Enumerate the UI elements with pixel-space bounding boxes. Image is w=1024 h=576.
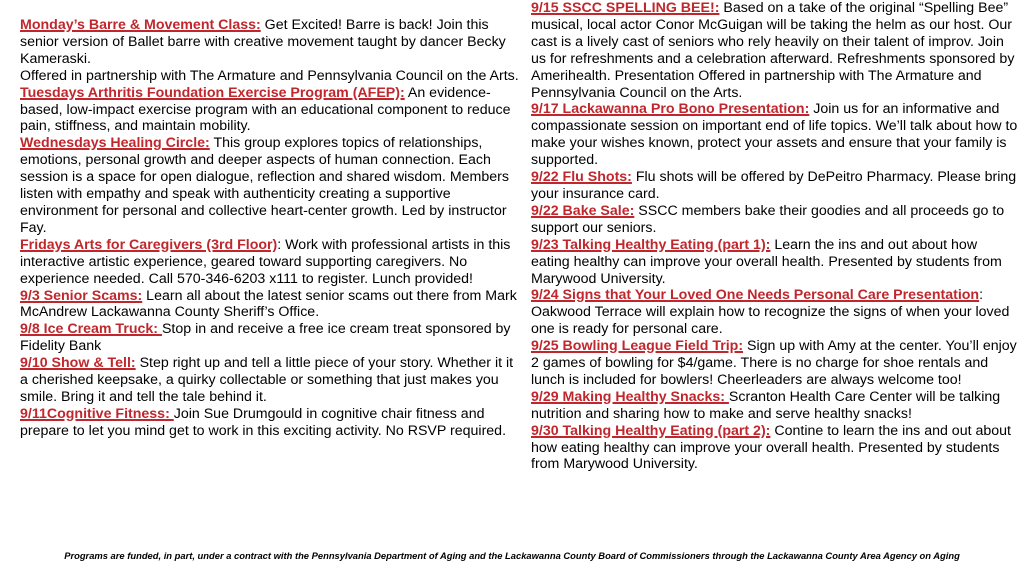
program-description: Flu shots will be offered by DePeitro Pharmacy. Please bring your insurance card. <box>531 169 1017 202</box>
program-item-bowling <box>531 338 1019 389</box>
program-description: Stop in and receive a free ice cream treat sponsored by Fidelity Bank <box>20 321 511 355</box>
left-column <box>20 17 522 440</box>
funding-footer: Programs are funded, in part, under a contract with the Pennsylvania Department of Aging and the Lackawanna County Board of Commissioners through the Lackawanna County Area Agency on Aging <box>64 550 960 561</box>
program-item-senior-scams <box>20 288 522 322</box>
program-title: 9/23 Talking Healthy Eating (part 1): <box>531 236 771 253</box>
program-description: Get Excited! Barre is back! Join this senior version of Ballet barre with creative movement taught by dancer Becky Kameraski. <box>20 17 506 67</box>
program-title: 9/30 Talking Healthy Eating (part 2): <box>531 422 771 439</box>
program-title: 9/3 Senior Scams: <box>20 287 143 304</box>
program-item-cognitive-fitness <box>20 406 522 440</box>
program-title: 9/10 Show & Tell: <box>20 355 136 372</box>
program-description: Contine to learn the ins and out about how eating healthy can improve your overall health. Presented by students from Marywood University. <box>531 422 1011 473</box>
program-title: 9/29 Making Healthy Snacks: <box>531 388 729 405</box>
program-description: Offered in partnership with The Armature and Pennsylvania Council on the Arts. <box>20 67 519 84</box>
program-item-bake-sale <box>531 203 1019 237</box>
program-title: Monday’s Barre & Movement Class: <box>20 17 261 33</box>
program-description: Based on a take of the original “Spelling Bee” musical, local actor Conor McGuigan will be taking the helm as our host. Our cast is a lively cast of seniors who rely heavily on their talent of improv. Join us for refreshments and a celebration afterward. Refreshments sponsored by Amerihealth. Presentation Offered in partnership with The Armature and Pennsylvania Council on the Arts. <box>531 0 1015 101</box>
program-item-healthy-snacks <box>531 389 1019 423</box>
program-description: : Work with professional artists in this interactive artistic experience, geared toward supporting caregivers. No experience needed. Call 570-346-6203 x111 to register. Lunch provided! <box>20 236 511 287</box>
program-description: An evidence-based, low-impact exercise program with an educational component to reduce pain, stiffness, and maintain mobility. <box>20 84 511 135</box>
program-title: Wednesdays Healing Circle: <box>20 135 210 152</box>
program-item-arts-caregivers <box>20 237 522 288</box>
program-description: Step right up and tell a little piece of your story. Whether it it a cherished keepsake, a quirky collectable or something that just makes you smile. Bring it and tell the tale behind it. <box>20 355 514 405</box>
program-title: 9/22 Flu Shots: <box>531 169 632 186</box>
program-description: : Oakwood Terrace will explain how to recognize the signs of when your loved one is ready for personal care. <box>531 287 1010 338</box>
program-description: This group explores topics of relationships, emotions, personal growth and deeper aspects of human connection. Each session is a space for open dialogue, reflection and shared wisdom. Members listen with empathy and speak with authenticity creating a supportive environment for personal and collective heart-center growth. Led by instructor Fay. <box>20 135 509 236</box>
program-description: Sign up with Amy at the center. You’ll enjoy 2 games of bowling for $4/game. There is no charge for shoe rentals and lunch is included for bowlers! Cheerleaders are always welcome too! <box>531 338 1017 388</box>
program-item-show-tell <box>20 355 522 406</box>
program-item-healthy-eating-2 <box>531 423 1019 474</box>
program-title: 9/22 Bake Sale: <box>531 202 635 219</box>
program-item-barre-partnership <box>20 68 522 85</box>
right-column <box>531 0 1019 473</box>
program-item-pro-bono <box>531 101 1019 169</box>
program-item-flu-shots <box>531 169 1019 203</box>
program-title: 9/25 Bowling League Field Trip: <box>531 338 744 355</box>
program-description: Join Sue Drumgould in cognitive chair fitness and prepare to let you mind get to work in this exciting activity. No RSVP required. <box>20 405 507 439</box>
program-item-spelling-bee <box>531 0 1019 101</box>
program-description: Learn all about the latest senior scams out there from Mark McAndrew Lackawanna County Sheriff’s Office. <box>20 287 517 321</box>
program-item-healing-circle <box>20 135 522 236</box>
program-item-personal-care <box>531 287 1019 338</box>
program-title: 9/24 Signs that Your Loved One Needs Personal Care Presentation <box>531 287 980 304</box>
program-title: 9/11Cognitive Fitness: <box>20 405 174 422</box>
program-description: SSCC members bake their goodies and all proceeds go to support our seniors. <box>531 202 1005 236</box>
program-title: Tuesdays Arthritis Foundation Exercise Program (AFEP): <box>20 84 405 101</box>
program-item-ice-cream <box>20 321 522 355</box>
program-item-barre <box>20 17 522 68</box>
program-item-healthy-eating-1 <box>531 237 1019 288</box>
program-description: Learn the ins and out about how eating healthy can improve your overall health. Presented by students from Marywood University. <box>531 236 1002 287</box>
program-title: Fridays Arts for Caregivers (3rd Floor) <box>20 236 278 253</box>
program-description: Join us for an informative and compassionate session on important end of life topics. We’ll talk about how to make your wishes known, protect your assets and ensure that your family is supported. <box>531 101 1018 169</box>
program-title: 9/8 Ice Cream Truck: <box>20 321 162 338</box>
program-description: Scranton Health Care Center will be talking nutrition and sharing how to make and serve healthy snacks! <box>531 388 1001 422</box>
program-title: 9/15 SSCC SPELLING BEE!: <box>531 0 720 16</box>
program-title: 9/17 Lackawanna Pro Bono Presentation: <box>531 101 810 118</box>
program-item-afep <box>20 85 522 136</box>
